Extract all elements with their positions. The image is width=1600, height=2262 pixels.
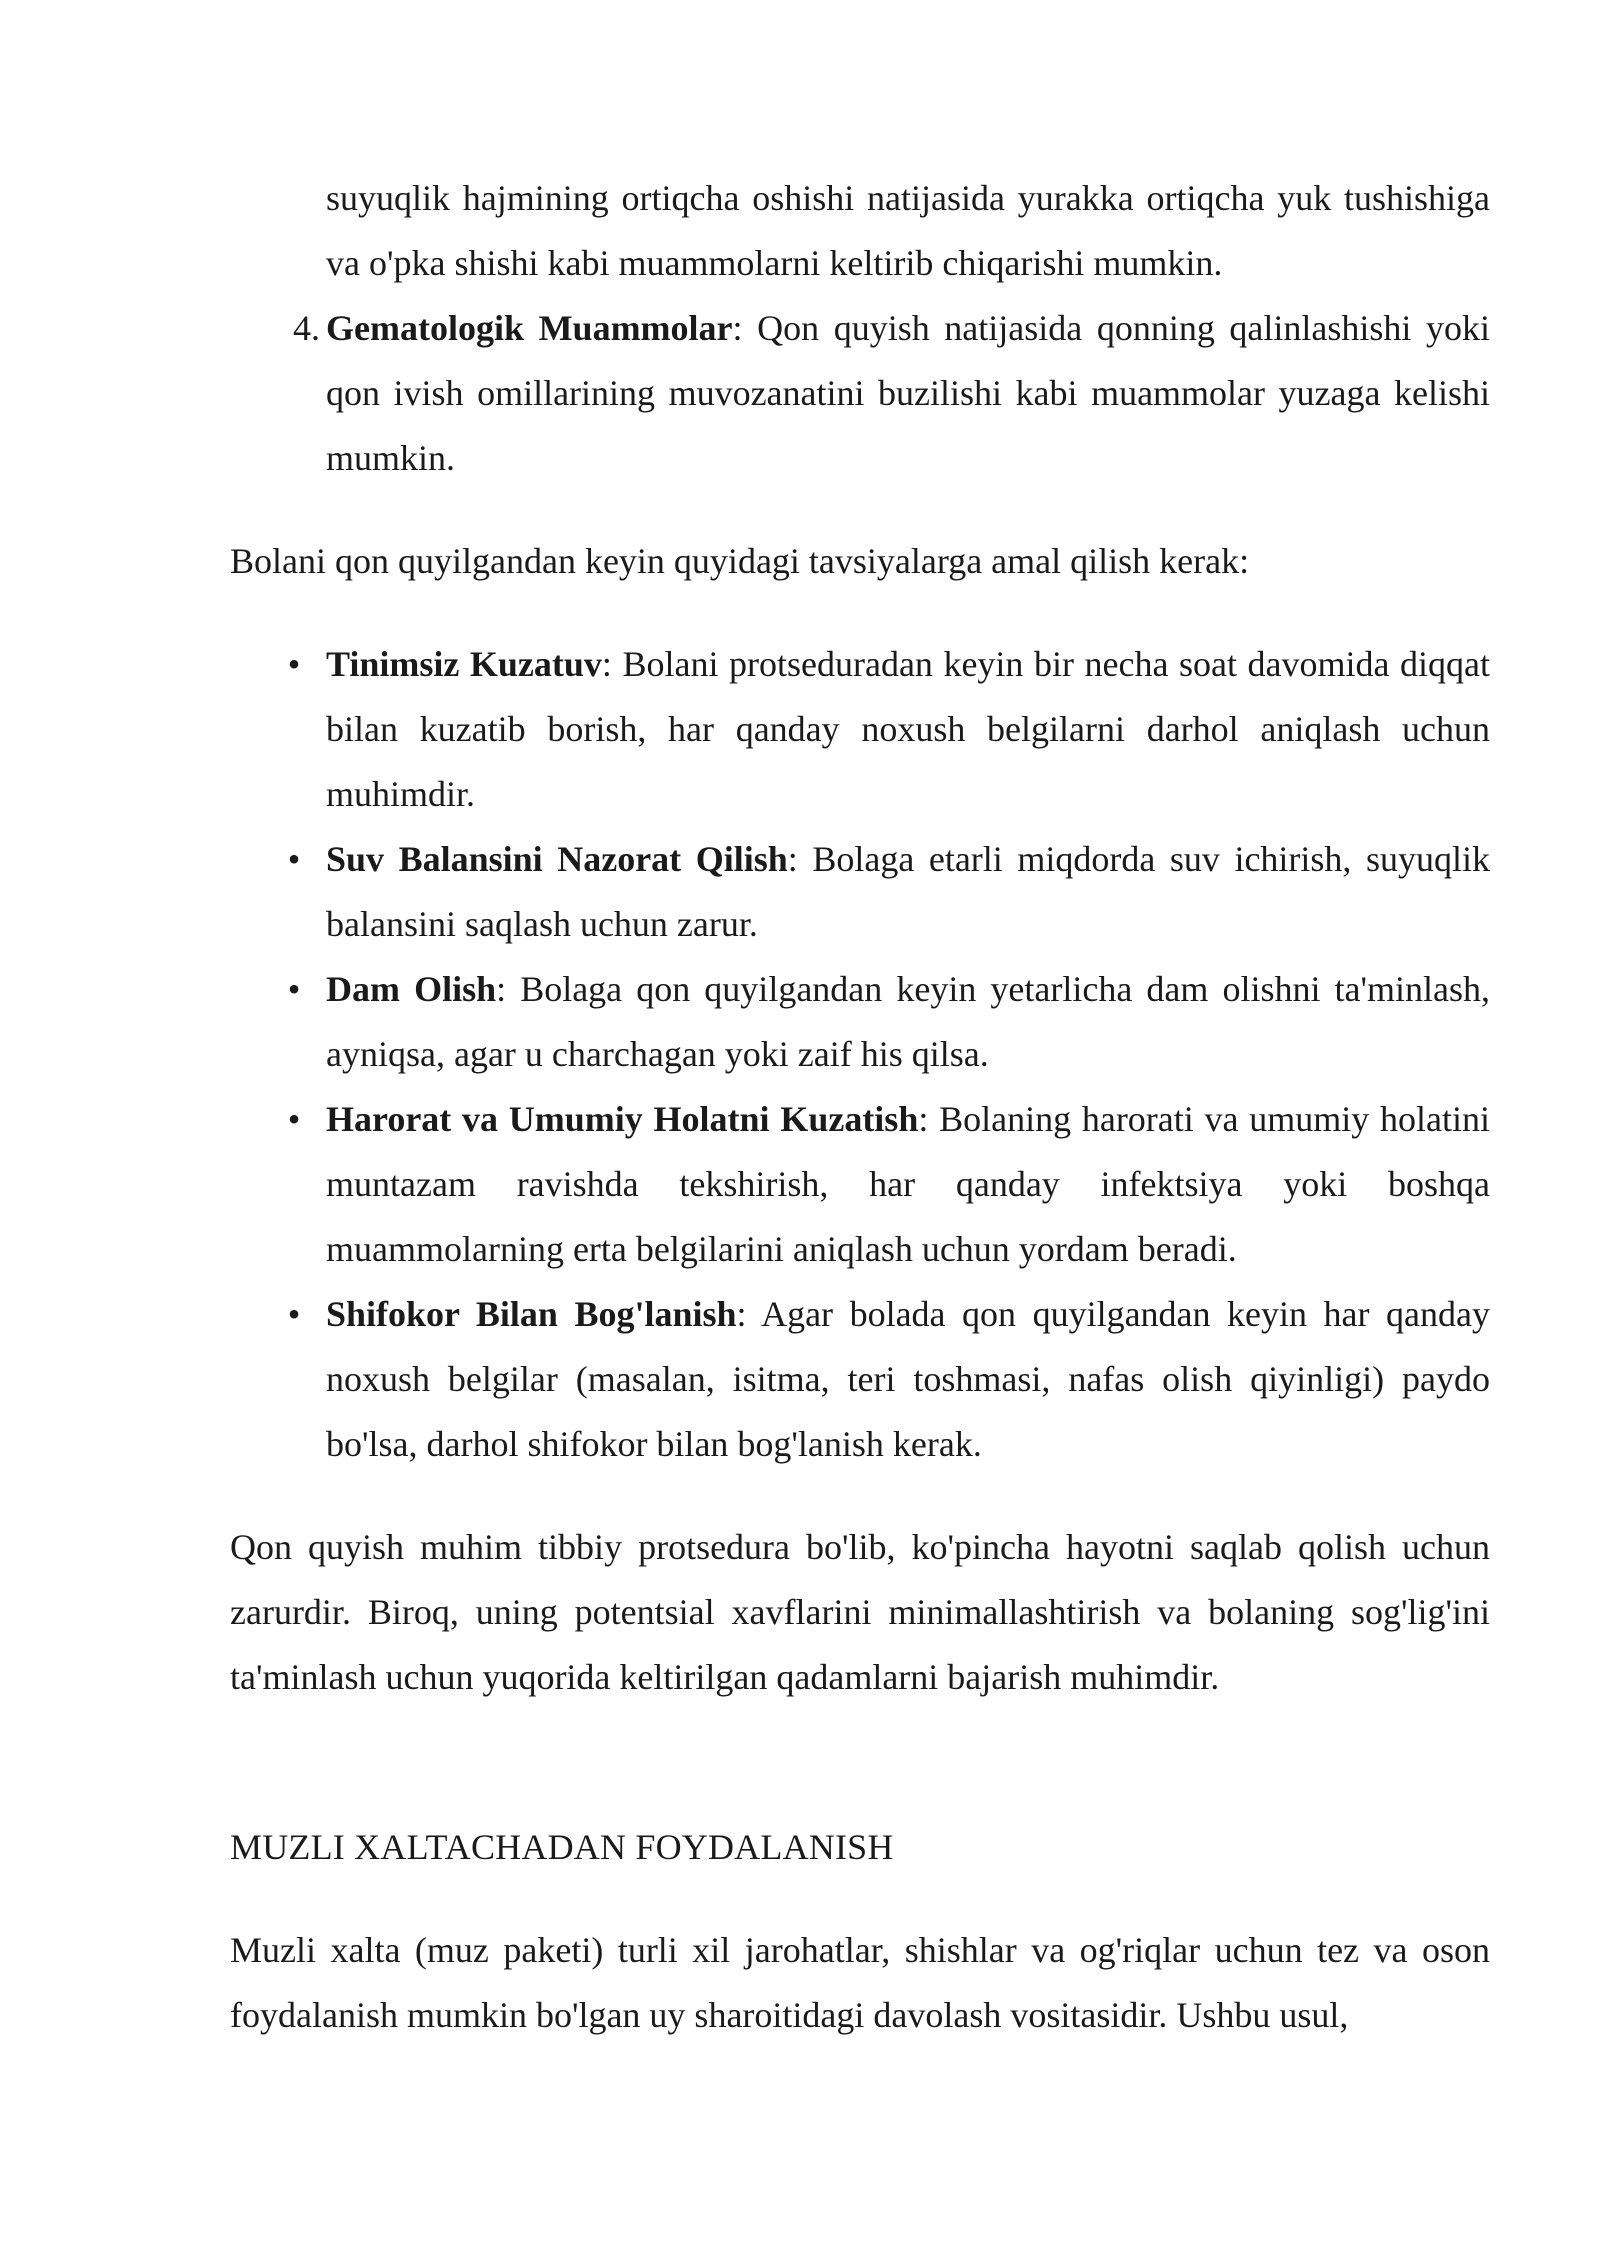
list-item-continuous-monitoring — [230, 632, 1490, 827]
bullet-icon: • — [287, 644, 301, 684]
list-item-term: Dam Olish — [326, 969, 497, 1009]
list-item-term: Tinimsiz Kuzatuv — [326, 644, 602, 684]
bullet-icon: • — [287, 1294, 301, 1334]
numbered-list — [230, 166, 1490, 491]
bullet-icon: • — [287, 839, 301, 879]
list-item-contact-doctor — [230, 1282, 1490, 1477]
list-item-term: Gematologik Muammolar — [326, 308, 733, 348]
list-item-text: : Bolaga qon quyilgandan keyin yetarlicha dam olishni ta'minlash, ayniqsa, agar u charchagan yoki zaif his qilsa. — [326, 969, 1490, 1074]
list-item-continued — [230, 166, 1490, 296]
list-item-text: suyuqlik hajmining ortiqcha oshishi natijasida yurakka ortiqcha yuk tushishiga va o'pka shishi kabi muammolarni keltirib chiqarishi mumkin. — [326, 178, 1490, 283]
list-item-term: Suv Balansini Nazorat Qilish — [326, 839, 788, 879]
section-paragraph: Muzli xalta (muz paketi) turli xil jarohatlar, shishlar va og'riqlar uchun tez va oson foydalanish mumkin bo'lgan uy sharoitidagi davolash vositasidir. Ushbu usul, — [230, 1930, 1490, 2035]
list-item-hematologic-problems — [230, 296, 1490, 491]
bullet-icon: • — [287, 1099, 301, 1139]
section-heading: MUZLI XALTACHADAN FOYDALANISH — [230, 1827, 894, 1867]
list-item-text: : Bolaning harorati va umumiy holatini muntazam ravishda tekshirish, har qanday infektsiya yoki boshqa muammolarning erta belgilarini aniqlash uchun yordam beradi. — [326, 1099, 1490, 1269]
list-item-term: Harorat va Umumiy Holatni Kuzatish — [326, 1099, 919, 1139]
list-item-temperature-monitoring — [230, 1087, 1490, 1282]
recommendations-list — [230, 632, 1490, 1477]
list-number: 4. — [293, 308, 320, 348]
list-item-text: : Bolani protseduradan keyin bir necha soat davomida diqqat bilan kuzatib borish, har qanday noxush belgilarni darhol aniqlash uchun muhimdir. — [326, 644, 1490, 814]
list-item-text: : Bolaga etarli miqdorda suv ichirish, suyuqlik balansini saqlash uchun zarur. — [326, 839, 1490, 944]
intro-paragraph: Bolani qon quyilgandan keyin quyidagi tavsiyalarga amal qilish kerak: — [230, 541, 1250, 581]
list-item-text: : Qon quyish natijasida qonning qalinlashishi yoki qon ivish omillarining muvozanatini buzilishi kabi muammolar yuzaga kelishi mumkin. — [326, 308, 1490, 478]
list-item-term: Shifokor Bilan Bog'lanish — [326, 1294, 737, 1334]
bullet-icon: • — [287, 969, 301, 1009]
list-item-rest — [230, 957, 1490, 1087]
list-item-water-balance — [230, 827, 1490, 957]
document-page — [230, 166, 1490, 2048]
list-item-text: : Agar bolada qon quyilgandan keyin har qanday noxush belgilar (masalan, isitma, teri toshmasi, nafas olish qiyinligi) paydo bo'lsa, darhol shifokor bilan bog'lanish kerak. — [326, 1294, 1490, 1464]
conclusion-paragraph: Qon quyish muhim tibbiy protsedura bo'lib, ko'pincha hayotni saqlab qolish uchun zarurdir. Biroq, uning potentsial xavflarini minimallashtirish va bolaning sog'lig'ini ta'minlash uchun yuqorida keltirilgan qadamlarni bajarish muhimdir. — [230, 1527, 1490, 1697]
